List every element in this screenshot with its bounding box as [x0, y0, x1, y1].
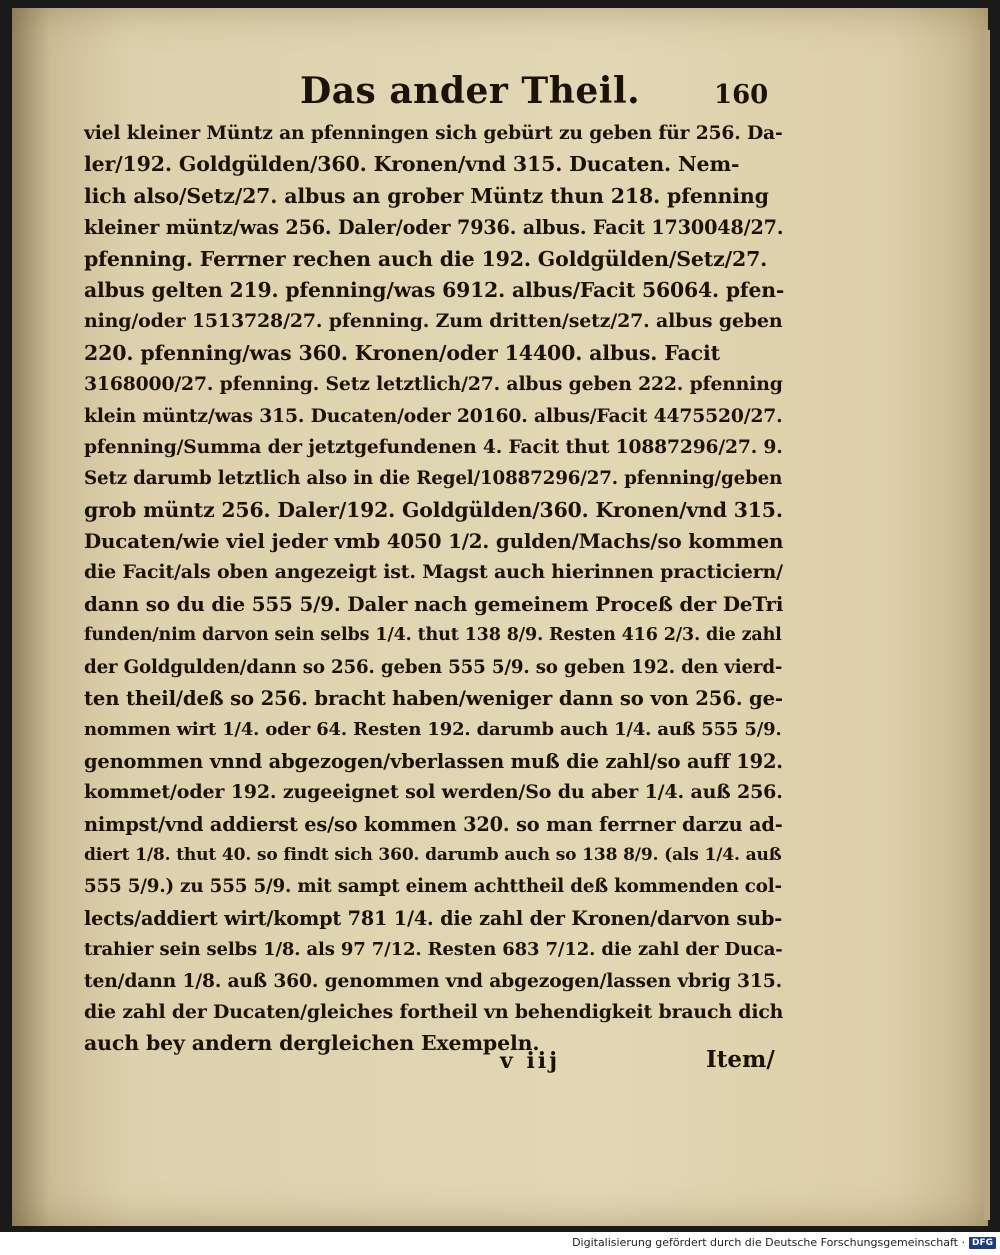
page-edge	[984, 30, 990, 1220]
running-head: Das ander Theil.	[300, 70, 641, 112]
text-line: trahier sein selbs 1/8. als 97 7/12. Resten 683 7/12. die zahl der Duca-	[84, 939, 783, 961]
text-line: lich also/Setz/27. albus an grober Müntz thun 218. pfenning	[84, 183, 769, 208]
text-line: kommet/oder 192. zugeeignet sol werden/So du aber 1/4. auß 256.	[84, 781, 783, 804]
text-line: kleiner müntz/was 256. Daler/oder 7936. albus. Facit 1730048/27.	[84, 216, 784, 240]
page-number: 160	[714, 80, 769, 110]
footer-credit-text: Digitalisierung gefördert durch die Deutsche Forschungsgemeinschaft ·	[572, 1236, 965, 1249]
text-line: grob müntz 256. Daler/192. Goldgülden/360. Kronen/vnd 315.	[84, 497, 783, 522]
text-line: Ducaten/wie viel jeder vmb 4050 1/2. gulden/Machs/so kommen	[84, 529, 784, 554]
text-line: klein müntz/was 315. Ducaten/oder 20160. albus/Facit 4475520/27.	[84, 404, 783, 427]
text-line: ten/dann 1/8. auß 360. genommen vnd abgezogen/lassen vbrig 315.	[84, 969, 782, 992]
text-line: lects/addiert wirt/kompt 781 1/4. die zahl der Kronen/darvon sub-	[84, 906, 783, 930]
text-line: viel kleiner Müntz an pfenningen sich gebürt zu geben für 256. Da-	[84, 122, 783, 144]
footer-credit	[572, 1236, 996, 1249]
text-line: nommen wirt 1/4. oder 64. Resten 192. darumb auch 1/4. auß 555 5/9.	[84, 719, 782, 741]
text-line: der Goldgulden/dann so 256. geben 555 5/9. so geben 192. den vierd-	[84, 656, 783, 678]
text-line: auch bey andern dergleichen Exempeln.	[84, 1031, 540, 1056]
book-page	[12, 8, 988, 1226]
text-line: genommen vnnd abgezogen/vberlassen muß die zahl/so auff 192.	[84, 749, 783, 773]
text-line: ten theil/deß so 256. bracht haben/weniger dann so von 256. ge-	[84, 687, 783, 711]
text-line: ler/192. Goldgülden/360. Kronen/vnd 315. Ducaten. Nem-	[84, 152, 740, 177]
text-line: ning/oder 1513728/27. pfenning. Zum dritten/setz/27. albus geben	[84, 310, 783, 333]
text-line: funden/nim darvon sein selbs 1/4. thut 138 8/9. Resten 416 2/3. die zahl	[84, 625, 782, 646]
text-line: die zahl der Ducaten/gleiches fortheil vn behendigkeit brauch dich	[84, 1000, 784, 1023]
signature-mark: v iij	[500, 1048, 561, 1074]
text-line: pfenning. Ferrner rechen auch die 192. Goldgülden/Setz/27.	[84, 246, 768, 271]
text-line: pfenning/Summa der jetztgefundenen 4. Facit thut 10887296/27. 9.	[84, 435, 783, 458]
catchword: Item/	[706, 1046, 775, 1073]
text-line: nimpst/vnd addierst es/so kommen 320. so man ferrner darzu ad-	[84, 812, 783, 836]
text-line: albus gelten 219. pfenning/was 6912. albus/Facit 56064. pfen-	[84, 277, 785, 302]
dfg-logo: DFG	[969, 1237, 996, 1249]
text-line: 220. pfenning/was 360. Kronen/oder 14400. albus. Facit	[84, 340, 720, 365]
text-line: die Facit/als oben angezeigt ist. Magst auch hierinnen practiciern/	[84, 561, 783, 584]
text-line: 555 5/9.) zu 555 5/9. mit sampt einem achttheil deß kommenden col-	[84, 876, 782, 898]
body-text	[84, 118, 785, 1060]
text-line: dann so du die 555 5/9. Daler nach gemeinem Proceß der DeTri	[84, 591, 784, 616]
text-line: Setz darumb letztlich also in die Regel/10887296/27. pfenning/geben	[84, 468, 783, 490]
text-line: 3168000/27. pfenning. Setz letztlich/27. albus geben 222. pfenning	[84, 373, 783, 396]
text-line: diert 1/8. thut 40. so findt sich 360. darumb auch so 138 8/9. (als 1/4. auß	[84, 844, 782, 865]
